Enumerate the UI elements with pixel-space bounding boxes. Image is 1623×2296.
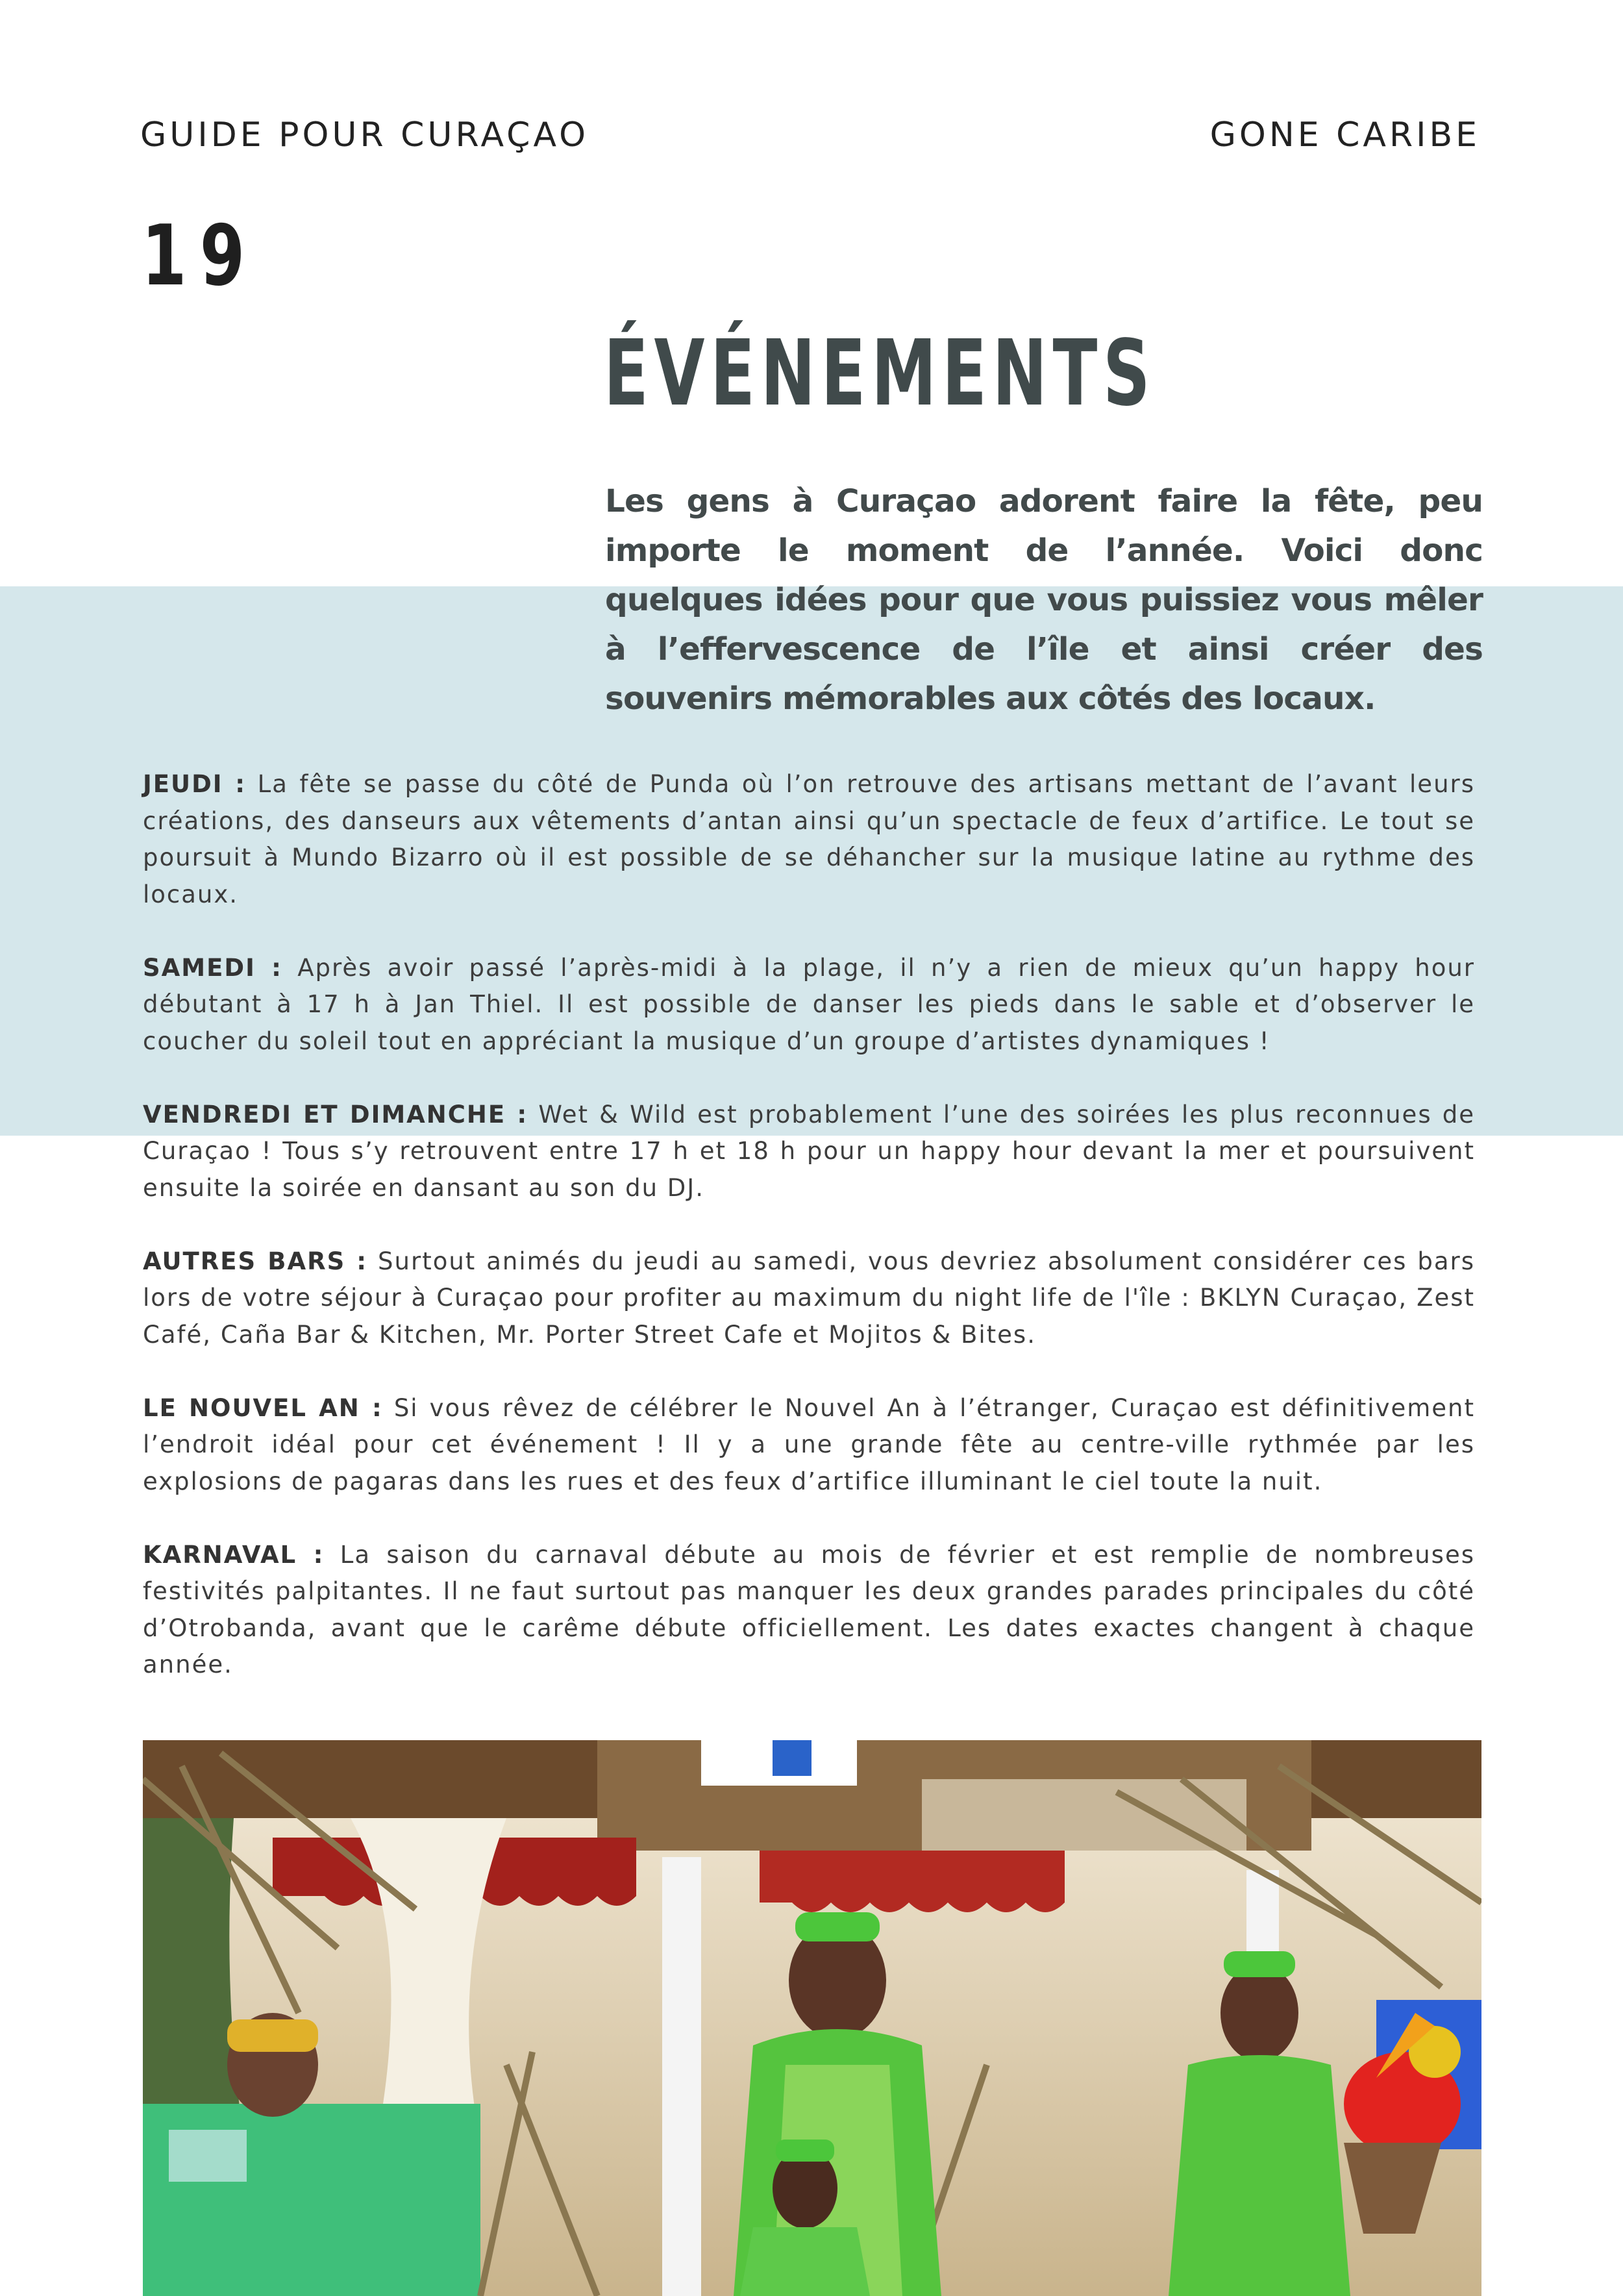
guide-title: GUIDE POUR CURAÇAO xyxy=(140,116,589,155)
event-label: LE NOUVEL AN : xyxy=(143,1393,383,1422)
event-text: La saison du carnaval débute au mois de février et est remplie de nombreuses festivités palpitantes. Il ne faut surtout pas manquer les deux grandes parades principales du côté d’Otrobanda, avant que le carême débute officiellement. Les dates exactes changent à chaque année. xyxy=(143,1540,1475,1678)
event-text: Surtout animés du jeudi au samedi, vous devriez absolument considérer ces bars lors de votre séjour à Curaçao pour profiter au maximum du night life de l'île : BKLYN Curaçao, Zest Café, Caña Bar & Kitchen, Mr. Porter Street Cafe et Mojitos & Bites. xyxy=(143,1247,1476,1349)
event-label: VENDREDI ET DIMANCHE : xyxy=(143,1100,528,1129)
carnival-photo xyxy=(143,1740,1481,2296)
events-list xyxy=(143,766,1475,1720)
page-number: 19 xyxy=(142,208,258,305)
event-label: SAMEDI : xyxy=(143,953,282,982)
event-saturday xyxy=(143,950,1475,1060)
event-thursday xyxy=(143,766,1475,913)
event-karnaval xyxy=(143,1537,1475,1684)
event-label: AUTRES BARS : xyxy=(143,1247,368,1275)
intro-paragraph: Les gens à Curaçao adorent faire la fête, peu importe le moment de l’année. Voici donc quelques idées pour que vous puissiez vous mêler à l’effervescence de l’île et ainsi créer des souvenirs mémorables aux côtés des locaux. xyxy=(605,483,1483,717)
event-label: JEUDI : xyxy=(143,770,247,798)
section-title: ÉVÉNEMENTS xyxy=(604,321,1156,427)
event-friday-sunday xyxy=(143,1097,1475,1207)
event-text: La fête se passe du côté de Punda où l’on retrouve des artisans mettant de l’avant leurs créations, des danseurs aux vêtements d’antan ainsi qu’un spectacle de feux d’artifice. Le tout se poursuit à Mundo Bizarro où il est possible de se déhancher sur la musique latine au rythme des locaux. xyxy=(143,770,1476,908)
brand-name: GONE CARIBE xyxy=(1209,116,1480,155)
event-text: Wet & Wild est probablement l’une des soirées les plus reconnues de Curaçao ! Tous s’y retrouvent entre 17 h et 18 h pour un happy hour devant la mer et poursuivent ensuite la soirée en dansant au son du DJ. xyxy=(143,1100,1475,1202)
event-text: Si vous rêvez de célébrer le Nouvel An à l’étranger, Curaçao est définitivement l’endroit idéal pour cet événement ! Il y a une grande fête au centre-ville rythmée par les explosions de pagaras dans les rues et des feux d’artifice illuminant le ciel toute la nuit. xyxy=(143,1393,1475,1495)
event-text: Après avoir passé l’après-midi à la plage, il n’y a rien de mieux qu’un happy hour débutant à 17 h à Jan Thiel. Il est possible de danser les pieds dans le sable et d’observer le coucher du soleil tout en appréciant la musique d’un groupe d’artistes dynamiques ! xyxy=(143,953,1475,1055)
event-new-year xyxy=(143,1390,1475,1501)
event-other-bars xyxy=(143,1243,1475,1354)
event-label: KARNAVAL : xyxy=(143,1540,325,1569)
